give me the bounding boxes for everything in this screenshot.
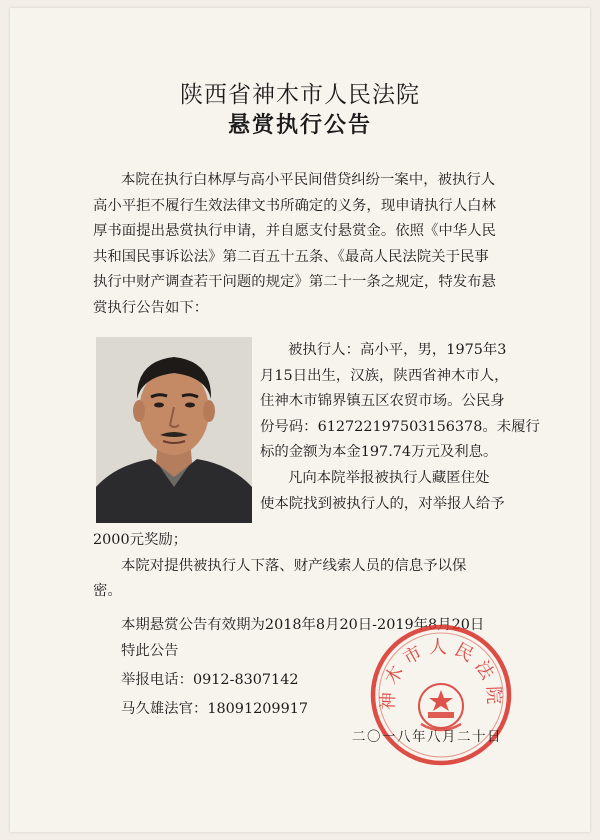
subject-line: 凡向本院举报被执行人藏匿住处 — [288, 469, 490, 486]
subject-line: 标的金额为本金197.74万元及利息。 — [260, 444, 498, 461]
hotline-line: 举报电话：0912-8307142 — [121, 672, 299, 688]
subject-line: 份号码：612722197503156378。未履行 — [260, 418, 540, 435]
issue-date: 二〇一八年八月二十日 — [352, 729, 502, 745]
validity-line: 本期悬赏公告有效期为2018年8月20日-2019年8月20日 — [121, 617, 485, 633]
reward-paragraph — [93, 528, 533, 605]
intro-line: 本院在执行白林厚与高小平民间借贷纠纷一案中，被执行人 — [121, 172, 496, 188]
reward-line: 2000元奖励； — [93, 532, 188, 548]
subject-line: 月15日出生，汉族，陕西省神木市人， — [260, 367, 509, 384]
intro-line: 赏执行公告如下： — [93, 299, 209, 316]
court-name: 陕西省神木市人民法院 — [180, 82, 420, 108]
subject-line: 住神木市锦界镇五区农贸市场。公民身 — [260, 393, 505, 410]
notice-title: 悬赏执行公告 — [227, 113, 372, 138]
seal-stamp-icon — [366, 620, 516, 770]
person-portrait-icon — [96, 337, 252, 523]
subject-line: 使本院找到被执行人的，对举报人给予 — [260, 495, 505, 512]
intro-line: 高小平拒不履行生效法律文书所确定的义务，现申请执行人白林 — [93, 197, 496, 214]
seal-text: 神木市人民法院 — [377, 637, 505, 711]
intro-line: 共和国民事诉讼法》第二百五十五条、《最高人民法院关于民事 — [93, 248, 489, 265]
judge-contact-line: 马久雄法官：18091209917 — [121, 701, 309, 717]
intro-paragraph — [93, 168, 523, 322]
intro-line: 执行中财产调查若干问题的规定》第二十一条之规定，特发布悬 — [93, 274, 496, 291]
privacy-line: 本院对提供被执行人下落、财产线索人员的信息予以保 — [121, 557, 467, 574]
privacy-line: 密。 — [93, 583, 122, 600]
closing-line: 特此公告 — [121, 643, 179, 659]
subject-photo — [96, 337, 252, 523]
subject-details — [260, 338, 540, 517]
intro-line: 厚书面提出悬赏执行申请，并自愿支付悬赏金。依照《中华人民 — [93, 223, 496, 240]
court-seal — [366, 620, 516, 770]
subject-line: 被执行人：高小平，男，1975年3 — [288, 342, 507, 358]
